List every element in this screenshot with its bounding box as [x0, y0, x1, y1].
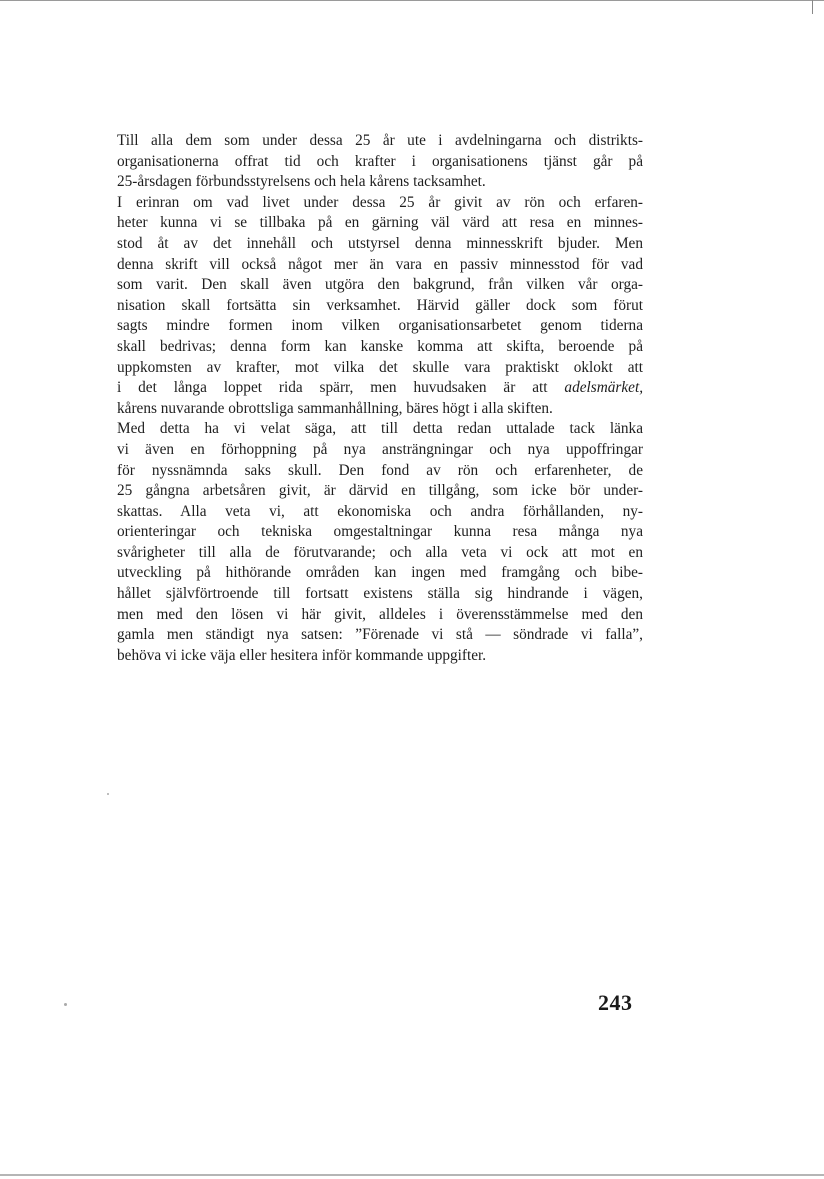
body-text — [117, 131, 643, 666]
text-line: Med detta ha vi velat säga, att till detta redan uttalade tack länka — [117, 420, 643, 438]
text-line: 25 gångna arbetsåren givit, är därvid en tillgång, som icke bör under- — [117, 482, 643, 500]
text-line: Till alla dem som under dessa 25 år ute i avdelningarna och distrikts- — [117, 132, 643, 149]
text-line: vi även en förhoppning på nya ansträngningar och nya uppoffringar — [117, 440, 643, 458]
text-line: skattas. Alla veta vi, att ekonomiska och andra förhållanden, ny- — [117, 502, 643, 520]
paragraph-1 — [117, 131, 643, 193]
scan-speck — [107, 793, 109, 795]
text-line: denna skrift vill också något mer än vara en passiv minnesstod för vad — [117, 255, 643, 273]
text-line: sagts mindre formen inom vilken organisationsarbetet genom tiderna — [117, 317, 643, 335]
text-line: gamla men ständigt nya satsen: ”Förenade vi stå — söndrade vi falla”, — [117, 626, 643, 644]
text-line-with-italic — [117, 378, 643, 399]
scan-edge-top — [0, 0, 824, 1]
text-line: I erinran om vad livet under dessa 25 år givit av rön och erfaren- — [117, 193, 643, 211]
scan-edge-bottom — [0, 1174, 824, 1176]
text-line: 25-årsdagen förbundsstyrelsens och hela kårens tacksamhet. — [117, 173, 486, 191]
text-line: hållet självförtroende till fortsatt existens ställa sig hindrande i vägen, — [117, 585, 643, 603]
text-line: uppkomsten av krafter, mot vilka det skulle vara praktiskt oklokt att — [117, 358, 643, 376]
text-line: men med den lösen vi här givit, alldeles i överensstämmelse med den — [117, 605, 643, 623]
page-number: 243 — [598, 990, 633, 1015]
text-line: organisationerna offrat tid och krafter i organisationens tjänst går på — [117, 152, 643, 170]
text-line: kårens nuvarande obrottsliga sammanhållning, bäres högt i alla skiften. — [117, 399, 553, 417]
italic-term: adelsmärket, — [564, 379, 644, 397]
text-line: heter kunna vi se tillbaka på en gärning väl värd att resa en minnes- — [117, 214, 643, 232]
paragraph-3 — [117, 419, 643, 666]
text-line: för nyssnämnda saks skull. Den fond av rön och erfarenheter, de — [117, 461, 643, 479]
scan-edge-corner — [812, 0, 813, 14]
scan-speck — [64, 1003, 67, 1006]
text-line: utveckling på hithörande områden kan ingen med framgång och bibe- — [117, 564, 643, 582]
text-line: stod åt av det innehåll och utstyrsel denna minnesskrift bjuder. Men — [117, 234, 643, 252]
text-fragment: i det långa loppet rida spärr, men huvudsaken är att — [117, 379, 548, 397]
text-line: behöva vi icke väja eller hesitera inför kommande uppgifter. — [117, 646, 487, 664]
text-line: som varit. Den skall även utgöra den bakgrund, från vilken vår orga- — [117, 276, 643, 294]
text-line: skall bedrivas; denna form kan kanske komma att skifta, beroende på — [117, 337, 643, 355]
paragraph-2 — [117, 193, 643, 420]
text-line: svårigheter till alla de förutvarande; och alla veta vi ock att mot en — [117, 543, 643, 561]
text-line: nisation skall fortsätta sin verksamhet. Härvid gäller dock som förut — [117, 296, 643, 314]
text-line: orienteringar och tekniska omgestaltningar kunna resa många nya — [117, 523, 643, 541]
